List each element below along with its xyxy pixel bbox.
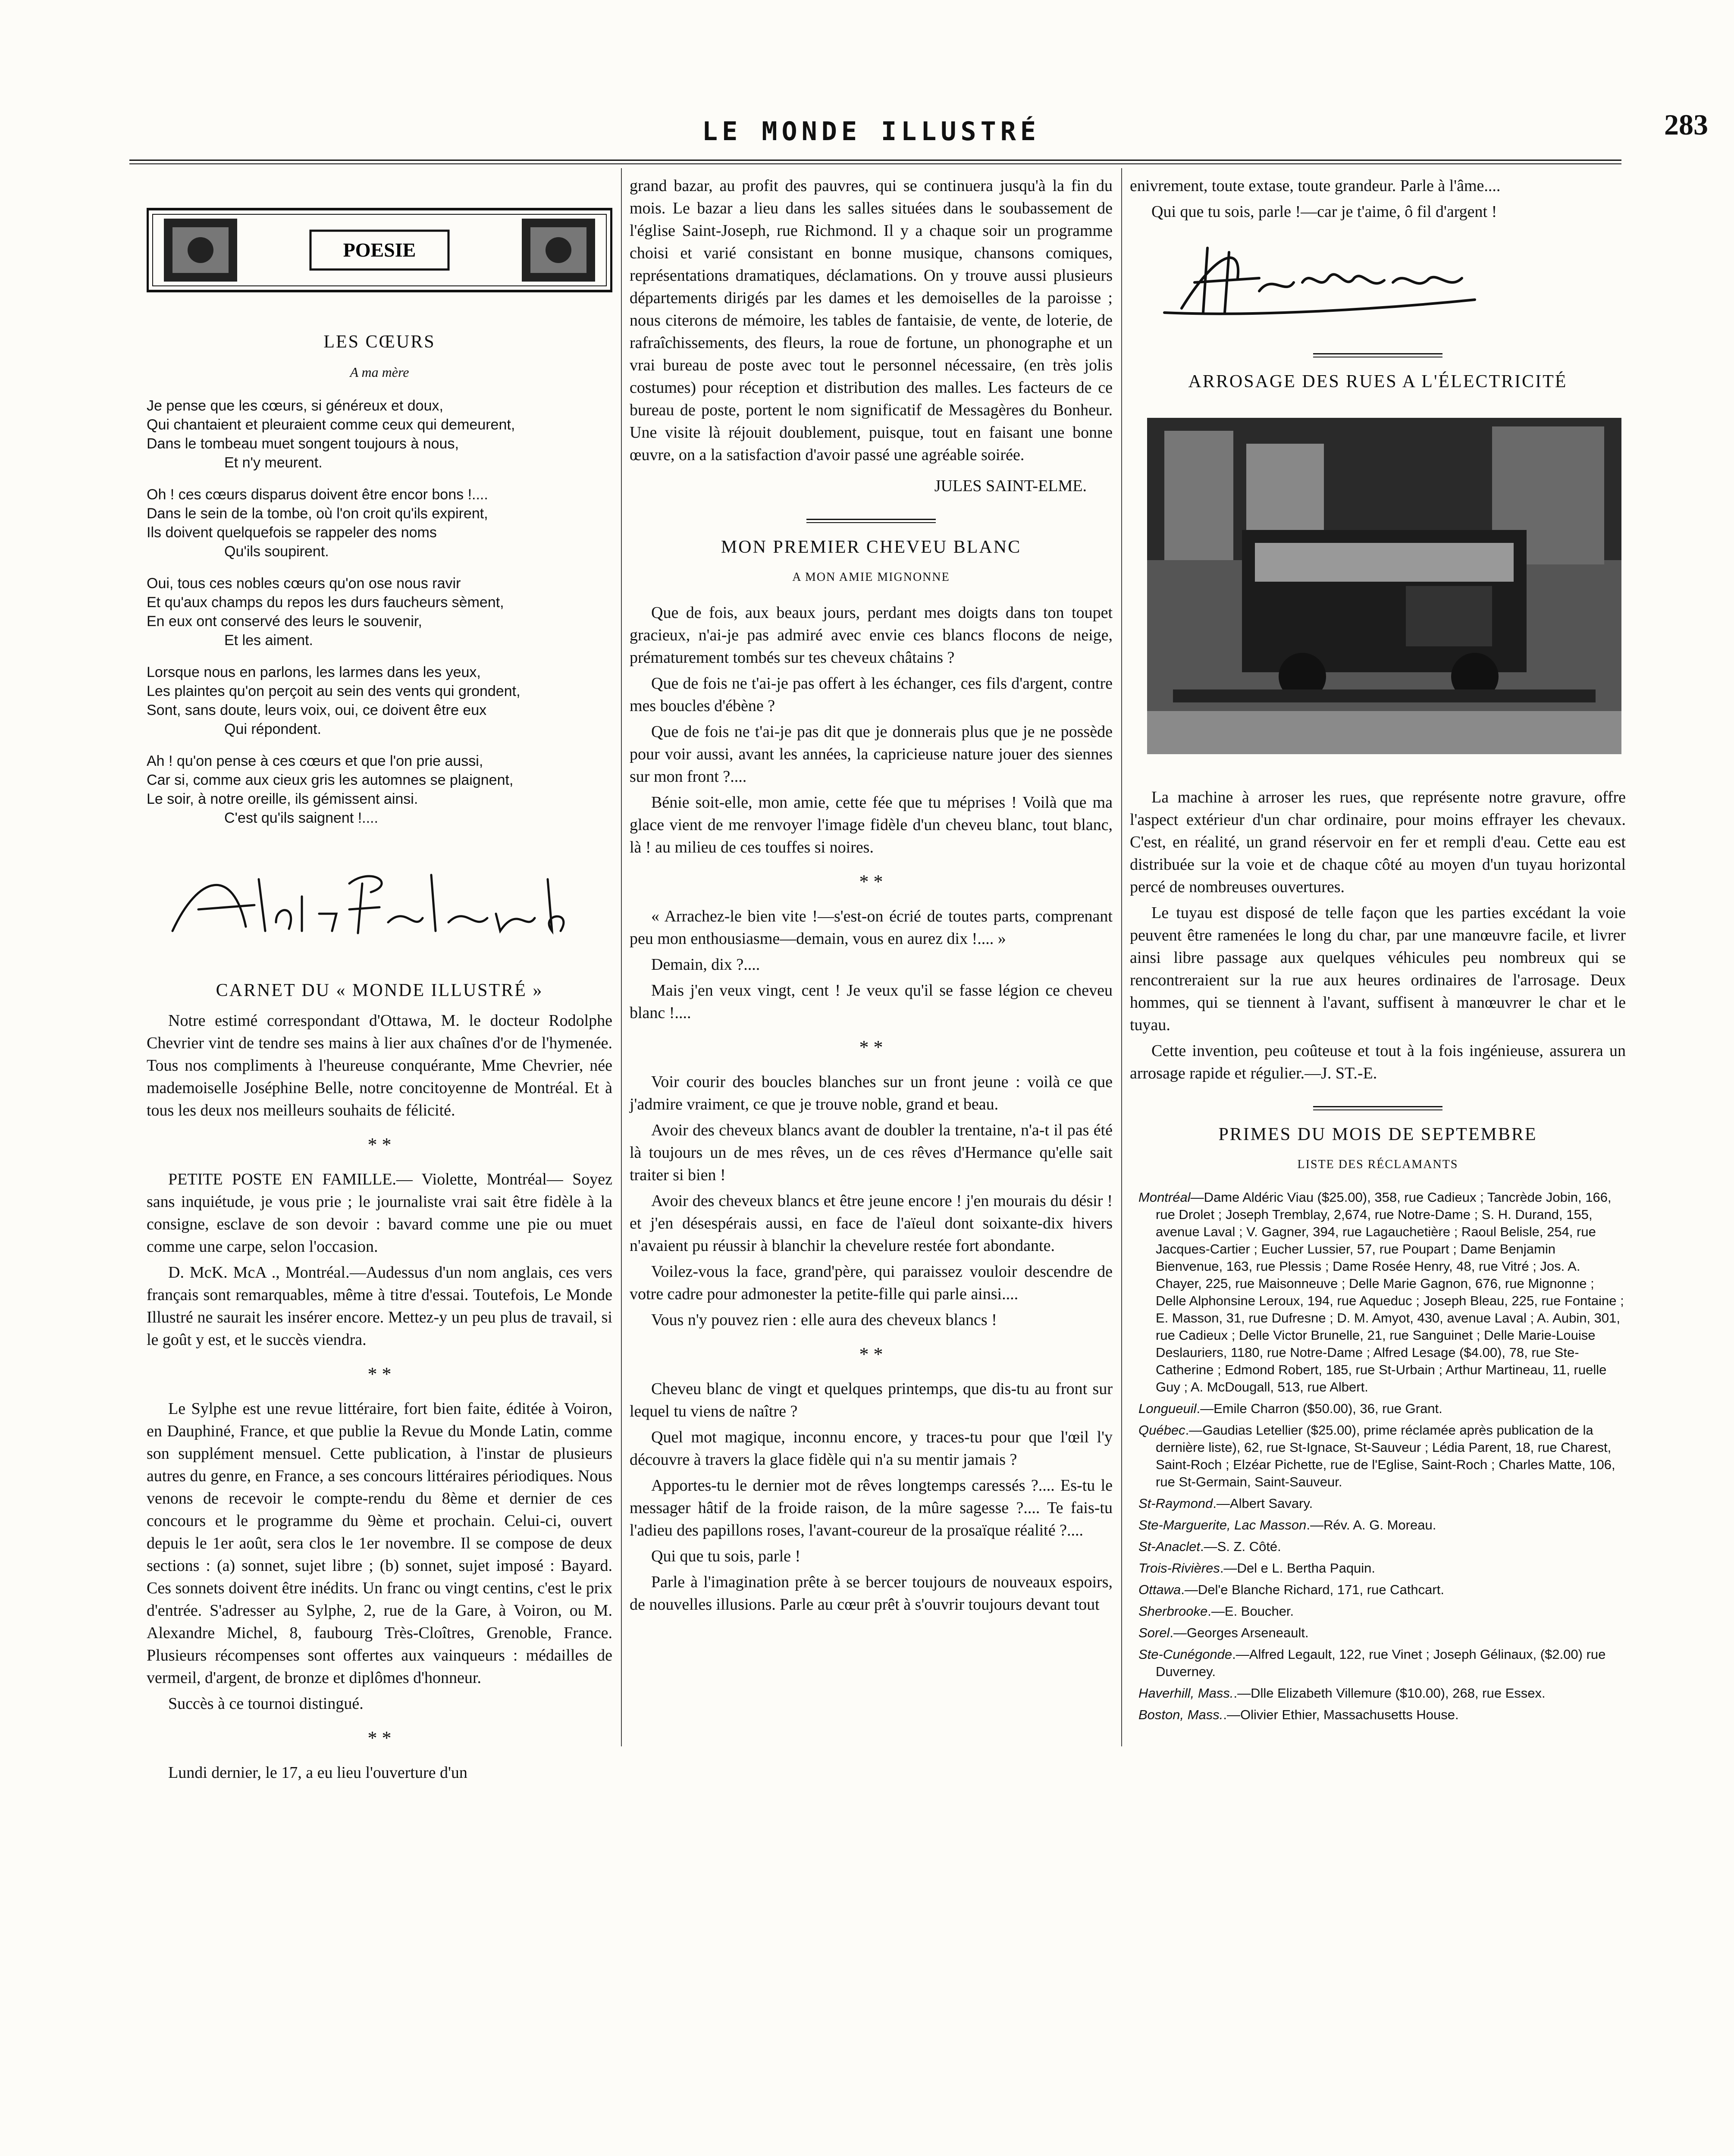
page-number: 283 bbox=[1664, 108, 1708, 141]
claimant-city: Ste-Cunégonde bbox=[1138, 1647, 1232, 1662]
claimant-text: .—Alfred Legault, 122, rue Vinet ; Joseph Gélinaux, ($2.00) rue Duverney. bbox=[1156, 1647, 1606, 1679]
arrosage-paragraph: Le tuyau est disposé de telle façon que les parties excédant la voie peuvent être ramenées le long du char, par une manœuvre facile, et livrer ainsi libre passage aux quelques véhicules peu nombreux qui se rencontreraient sur la rue aux heures ordinaires de l'arrosage. Deux hommes, qui se tiennent à l'avant, suffisent à manœuvrer le char et le tuyau. bbox=[1130, 904, 1626, 1034]
column-3 bbox=[1130, 175, 1626, 1728]
poem-line: Lorsque nous en parlons, les larmes dans les yeux, bbox=[147, 664, 481, 680]
poem-line: Ah ! qu'on pense à ces cœurs et que l'on prie aussi, bbox=[147, 753, 483, 769]
poem-line: Car si, comme aux cieux gris les automnes se plaignent, bbox=[147, 772, 514, 788]
claimant-text: .—Del e L. Bertha Paquin. bbox=[1220, 1561, 1376, 1576]
street-sprinkler-engraving bbox=[1147, 418, 1621, 754]
bazar-signature: JULES SAINT-ELME. bbox=[934, 477, 1087, 495]
primes-title: PRIMES DU MOIS DE SEPTEMBRE bbox=[1218, 1125, 1537, 1144]
hermance-signature bbox=[1130, 226, 1626, 326]
masthead: LE MONDE ILLUSTRÉ bbox=[702, 116, 1041, 147]
section-rule bbox=[806, 519, 936, 523]
cheveu-paragraph: Mais j'en veux vingt, cent ! Je veux qu'il se fasse légion ce cheveu blanc !.... bbox=[630, 981, 1113, 1022]
cheveu-paragraph: Quel mot magique, inconnu encore, y traces-tu pour que l'œil l'y découvre à travers la glace fidèle qui n'a su mentir jamais ? bbox=[630, 1428, 1113, 1469]
claimant-city: Haverhill, Mass. bbox=[1138, 1686, 1234, 1701]
claimant-text: .—Olivier Ethier, Massachusetts House. bbox=[1223, 1707, 1459, 1722]
cheveu-paragraph: Que de fois ne t'ai-je pas dit que je donnerais plus que je ne possède pour voir aussi, avant les années, la capricieuse nature jouer des siennes sur mon front ?.... bbox=[630, 723, 1113, 786]
claimant-entry bbox=[1130, 1422, 1626, 1491]
cheveu-paragraph: Que de fois ne t'ai-je pas offert à les échanger, ces fils d'argent, contre mes boucles d'ébène ? bbox=[630, 674, 1113, 715]
claimant-text: —Dame Aldéric Viau ($25.00), 358, rue Cadieux ; Tancrède Jobin, 166, rue Drolet ; Joseph Tremblay, 2,674, rue Notre-Dame ; S. H. Durand, 155, avenue Laval ; V. Gagner, 394, rue Lagauchetière ; Raoul Belisle, 254, rue Jacques-Cartier ; Eucher Lussier, 57, rue Poupart ; Dame Benjamin Bienvenue, 163, rue Plessis ; Dame Rosée Henry, 48, rue Vitré ; Jos. A. Chayer, 225, rue Maisonneuve ; Delle Marie Gagnon, 676, rue Mignonne ; Delle Alphonsine Leroux, 194, rue Aqueduc ; Joseph Bleau, 225, rue Fontaine ; E. Masson, 31, rue Dufresne ; D. M. Amyot, 430, avenue Laval ; A. Aubin, 301, rue Cadieux ; Delle Victor Brunelle, 21, rue Sanguinet ; Delle Marie-Louise Deslauriers, 1180, rue Notre-Dame ; Alfred Lesage ($4.00), 78, rue Ste-Catherine ; Edmond Robert, 185, rue St-Urbain ; Arthur Martineau, 11, ruelle Guy ; A. McDougall, 513, rue Albert. bbox=[1156, 1190, 1624, 1395]
claimant-text: .—Emile Charron ($50.00), 36, rue Grant. bbox=[1196, 1401, 1442, 1416]
claimants-list bbox=[1130, 1189, 1626, 1724]
poem-dedication: A ma mère bbox=[350, 364, 409, 380]
claimant-city: St-Raymond bbox=[1138, 1496, 1213, 1511]
claimant-entry bbox=[1130, 1495, 1626, 1512]
claimant-entry bbox=[1130, 1685, 1626, 1702]
arrosage-paragraph: La machine à arroser les rues, que représente notre gravure, offre l'aspect extérieur d'un char ordinaire, pour moins effrayer les chevaux. C'est, en réalité, un grand réservoir en fer et rempli d'eau. Cette eau est distribuée sur la voie et de chaque côté au moyen d'un tuyau horizontal percé de nombreuses ouvertures. bbox=[1130, 788, 1626, 896]
header-rule bbox=[129, 160, 1621, 164]
cheveu-paragraph: Voilez-vous la face, grand'père, qui paraissez vouloir descendre de votre cadre pour admonester la petite-fille qui parle ainsi.... bbox=[630, 1263, 1113, 1303]
claimant-city: Sorel bbox=[1138, 1625, 1170, 1640]
cheveu-paragraph: Demain, dix ?.... bbox=[651, 956, 760, 974]
cheveu-paragraph: Que de fois, aux beaux jours, perdant mes doigts dans ton toupet gracieux, n'ai-je pas admiré avec envie ces blancs flocons de neige, prématurement tombés sur tes cheveux châtains ? bbox=[630, 604, 1113, 667]
claimant-entry bbox=[1130, 1517, 1626, 1534]
section-rule bbox=[1313, 1106, 1442, 1110]
claimant-entry bbox=[1130, 1706, 1626, 1724]
sylphe-paragraph: Le Sylphe est une revue littéraire, fort bien faite, éditée à Voiron, en Dauphiné, France, et que publie la Revue du Monde Latin, comme son supplément mensuel. Cette publication, à l'instar de plusieurs autres du genre, en France, a ses concours littéraires périodiques. Nous venons de recevoir le compte-rendu du 8ème et dernier de ces concours et le programme du 9ème et prochain. Celui-ci, ouvert depuis le 1er août, sera clos le 1er novembre. Il se compose de deux sections : (a) sonnet, sujet libre ; (b) sonnet, sujet imposé : Bayard. Ces sonnets doivent être inédits. Un franc ou vingt centins, c'est le prix d'entrée. S'adresser au Sylphe, 2, rue de la Gare, à Voiron, ou M. Alexandre Michel, 8, faubourg Très-Cloîtres, Grenoble, France. Plusieurs récompenses sont offertes aux vainqueurs : médailles de vermeil, d'argent, de bronze et diplômes d'honneur. bbox=[147, 1400, 612, 1687]
poem-stanza bbox=[147, 663, 612, 739]
poem-stanza bbox=[147, 396, 612, 472]
banner-label: POESIE bbox=[343, 239, 416, 261]
cheveu-paragraph: Parle à l'imagination prête à se bercer toujours de nouveaux espoirs, de nouvelles illusions. Parle au cœur prêt à s'ouvrir toujours devant tout bbox=[630, 1573, 1113, 1614]
poem-line: Le soir, à notre oreille, ils gémissent ainsi. bbox=[147, 791, 418, 807]
claimant-entry bbox=[1130, 1538, 1626, 1555]
albert-ferland-signature bbox=[147, 858, 612, 944]
poste-paragraph: D. McK. McA ., Montréal.—Audessus d'un nom anglais, ces vers français sont remarquables, même à titre d'essai. Toutefois, Le Monde Illustré ne saurait les insérer encore. Mettez-y un peu plus de travail, si le goût y est, et le succès viendra. bbox=[147, 1263, 612, 1349]
poem-line: Qui chantaient et pleuraient comme ceux qui demeurent, bbox=[147, 417, 515, 433]
poem-line: Et les aiment. bbox=[224, 632, 313, 649]
cheveu-paragraph: Qui que tu sois, parle ! bbox=[651, 1547, 801, 1565]
cheveu-paragraph: « Arrachez-le bien vite !—s'est-on écrié de toutes parts, comprenant peu mon enthousiasme—demain, vous en aurez dix !.... » bbox=[630, 907, 1113, 948]
claimant-entry bbox=[1130, 1646, 1626, 1680]
poem-line: Et qu'aux champs du repos les durs faucheurs sèment, bbox=[147, 594, 504, 611]
poem-line: Et n'y meurent. bbox=[224, 454, 323, 471]
claimant-text: .—Rév. A. G. Moreau. bbox=[1306, 1517, 1436, 1532]
section-stars: * * bbox=[367, 1727, 392, 1749]
poem-line: Oh ! ces cœurs disparus doivent être encor bons !.... bbox=[147, 486, 488, 503]
poem-line: C'est qu'ils saignent !.... bbox=[224, 810, 378, 826]
cheveu-paragraph: Apportes-tu le dernier mot de rêves longtemps caressés ?.... Es-tu le messager hâtif de la froide raison, de la mûre sagesse ?.... Te fais-tu l'adieu des papillons roses, l'avant-coureur de la prosaïque réalité ?.... bbox=[630, 1476, 1113, 1539]
section-stars: * * bbox=[367, 1134, 392, 1155]
column-1 bbox=[147, 175, 612, 1787]
sylphe-paragraph: Succès à ce tournoi distingué. bbox=[168, 1695, 364, 1713]
poem-stanza bbox=[147, 752, 612, 827]
claimant-city: Québec bbox=[1138, 1423, 1185, 1438]
claimant-text: .—E. Boucher. bbox=[1207, 1604, 1294, 1619]
cheveu-paragraph: Qui que tu sois, parle !—car je t'aime, ô fil d'argent ! bbox=[1151, 203, 1497, 221]
poem-line: Oui, tous ces nobles cœurs qu'on ose nous ravir bbox=[147, 575, 461, 592]
cheveu-paragraph: Cheveu blanc de vingt et quelques printemps, que dis-tu au front sur lequel tu viens de naître ? bbox=[630, 1380, 1113, 1420]
claimant-text: .—S. Z. Côté. bbox=[1200, 1539, 1281, 1554]
claimant-text: .—Del'e Blanche Richard, 171, rue Cathcart. bbox=[1181, 1582, 1444, 1597]
claimant-entry bbox=[1130, 1560, 1626, 1577]
claimant-city: Boston, Mass. bbox=[1138, 1707, 1223, 1722]
claimant-text: .—Georges Arseneault. bbox=[1170, 1625, 1309, 1640]
poem-line: Dans le tombeau muet songent toujours à nous, bbox=[147, 436, 459, 452]
cheveu-dedication: A MON AMIE MIGNONNE bbox=[792, 570, 950, 584]
claimant-city: Ottawa bbox=[1138, 1582, 1181, 1597]
bazar-paragraph: Lundi dernier, le 17, a eu lieu l'ouverture d'un bbox=[168, 1764, 467, 1782]
poem-title: LES CŒURS bbox=[323, 332, 436, 352]
claimant-entry bbox=[1130, 1400, 1626, 1417]
claimant-city: Trois-Rivières bbox=[1138, 1561, 1220, 1576]
claimant-entry bbox=[1130, 1189, 1626, 1396]
claimant-text: .—Albert Savary. bbox=[1213, 1496, 1313, 1511]
poste-paragraph: PETITE POSTE EN FAMILLE.— Violette, Montréal— Soyez sans inquiétude, je vous prie ; le journaliste vrai sait être fidèle à la consigne, esclave de son devoir : bavard comme une pie ou muet comme une carpe, selon l'occasion. bbox=[147, 1170, 612, 1256]
poem-line: Qu'ils soupirent. bbox=[224, 543, 329, 560]
claimant-city: St-Anaclet bbox=[1138, 1539, 1201, 1554]
claimant-text: .—Dlle Elizabeth Villemure ($10.00), 268, rue Essex. bbox=[1233, 1686, 1546, 1701]
column-divider bbox=[621, 168, 622, 1746]
cheveu-paragraph: enivrement, toute extase, toute grandeur. Parle à l'âme.... bbox=[1130, 177, 1501, 195]
arrosage-paragraph: Cette invention, peu coûteuse et tout à la fois ingénieuse, assurera un arrosage rapide et régulier.—J. ST.-E. bbox=[1130, 1042, 1626, 1082]
section-rule bbox=[1313, 353, 1442, 357]
section-stars: * * bbox=[859, 871, 883, 892]
poem-stanza bbox=[147, 485, 612, 561]
claimant-city: Sherbrooke bbox=[1138, 1604, 1208, 1619]
section-stars: * * bbox=[859, 1037, 883, 1058]
column-2 bbox=[630, 175, 1113, 1619]
poem-line: Sont, sans doute, leurs voix, oui, ce doivent être eux bbox=[147, 702, 487, 718]
claimant-entry bbox=[1130, 1581, 1626, 1598]
poem-line: Je pense que les cœurs, si généreux et doux, bbox=[147, 398, 443, 414]
column-divider bbox=[1121, 168, 1122, 1746]
cheveu-paragraph: Vous n'y pouvez rien : elle aura des cheveux blancs ! bbox=[651, 1311, 997, 1329]
poem-line: Les plaintes qu'on perçoit au sein des vents qui grondent, bbox=[147, 683, 521, 699]
section-stars: * * bbox=[859, 1344, 883, 1365]
cheveu-paragraph: Avoir des cheveux blancs et être jeune encore ! j'en mourais du désir ! et j'en désespérais aussi, en face de l'aïeul dont soixante-dix hivers n'avaient pu réussir à blanchir la chevelure restée fort abondante. bbox=[630, 1192, 1113, 1255]
bazar-paragraph: grand bazar, au profit des pauvres, qui se continuera jusqu'à la fin du mois. Le bazar a lieu dans les salles situées dans le soubassement de l'église Saint-Joseph, rue Richmond. Il y a chaque soir un programme choisi et varié consistant en bonne musique, chansons comiques, représentations dramatiques, déclamations. On y trouve aussi plusieurs départements dirigés par les dames et les demoiselles de la paroisse ; nous citerons de mémoire, les tables de fantaisie, de vente, de loterie, de rafraîchissements, des fleurs, la roue de fortune, un phonographe et un vrai bureau de poste avec tout le personnel nécessaire, (en très jolis costumes) pour réception et distribution des malles. Les facteurs de ce bureau de poste, portent le nom significatif de Messagères du Bonheur. Une visite là réjouit doublement, puisque, tout en faisant une bonne œuvre, on a la satisfaction d'avoir passé une agréable soirée. bbox=[630, 177, 1113, 464]
claimant-city: Montréal bbox=[1138, 1190, 1191, 1205]
primes-subtitle: LISTE DES RÉCLAMANTS bbox=[1297, 1158, 1458, 1171]
claimant-text: .—Gaudias Letellier ($25.00), prime réclamée après publication de la dernière liste), 62, rue St-Ignace, St-Sauveur ; Lédia Parent, 18, rue Charest, Saint-Roch ; Elzéar Pichette, rue de l'Eglise, Saint-Roch ; Charles Matte, 106, rue St-Germain, Saint-Sauveur. bbox=[1156, 1423, 1615, 1489]
poem-line: En eux ont conservé des leurs le souvenir, bbox=[147, 613, 422, 630]
arrosage-title: ARROSAGE DES RUES A L'ÉLECTRICITÉ bbox=[1188, 372, 1568, 392]
poem-stanza bbox=[147, 574, 612, 650]
claimant-entry bbox=[1130, 1624, 1626, 1642]
claimant-entry bbox=[1130, 1603, 1626, 1620]
cheveu-title: MON PREMIER CHEVEU BLANC bbox=[721, 537, 1022, 557]
claimant-city: Ste-Marguerite, Lac Masson bbox=[1138, 1517, 1307, 1532]
carnet-title: CARNET DU « MONDE ILLUSTRÉ » bbox=[216, 981, 543, 1000]
carnet-paragraph: Notre estimé correspondant d'Ottawa, M. le docteur Rodolphe Chevrier vint de tendre ses mains à lier aux chaînes d'or de l'hymenée. Tous nos compliments à l'heureuse conquérante, Mme Chevrier, née mademoiselle Joséphine Belle, notre concitoyenne de Montréal. Et à tous les deux nos meilleurs souhaits de félicité. bbox=[147, 1012, 612, 1119]
poem-line: Ils doivent quelquefois se rappeler des noms bbox=[147, 524, 437, 541]
cheveu-paragraph: Avoir des cheveux blancs avant de doubler la trentaine, n'a-t il pas été là toujours un de mes rêves, un de ces rêves d'Hermance qu'elle sait traiter si bien ! bbox=[630, 1121, 1113, 1184]
section-stars: * * bbox=[367, 1363, 392, 1385]
cheveu-paragraph: Voir courir des boucles blanches sur un front jeune : voilà ce que j'admire vraiment, ce que je trouve noble, grand et beau. bbox=[630, 1073, 1113, 1113]
poem-line: Dans le sein de la tombe, où l'on croit qu'ils expirent, bbox=[147, 505, 488, 522]
cheveu-paragraph: Bénie soit-elle, mon amie, cette fée que tu méprises ! Voilà que ma glace vient de me renvoyer l'image fidèle d'un cheveu blanc, tout blanc, là ! au milieu de ces touffes si noires. bbox=[630, 793, 1113, 856]
poem-line: Qui répondent. bbox=[224, 721, 321, 737]
poesie-banner bbox=[147, 201, 612, 300]
claimant-city: Longueuil bbox=[1138, 1401, 1197, 1416]
